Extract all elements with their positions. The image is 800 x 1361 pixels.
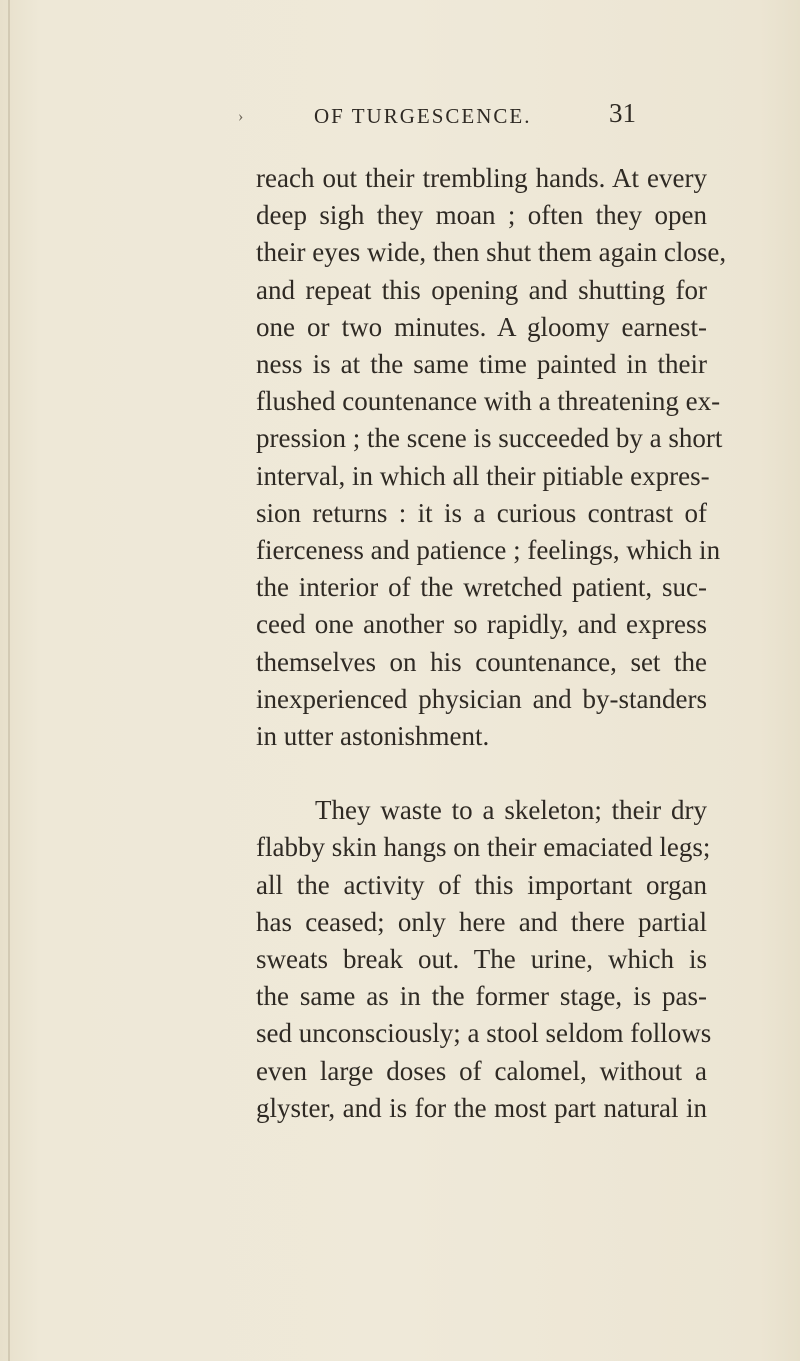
printer-mark: › <box>238 108 244 125</box>
text-line: inexperienced physician and by-standers <box>256 683 707 714</box>
text-line: fierceness and patience ; feelings, which in <box>256 535 721 566</box>
chapter-title: OF TURGESCENCE. <box>314 104 532 128</box>
text-line: flushed countenance with a threatening ex- <box>256 386 721 417</box>
text-line: ness is at the same time painted in their <box>256 349 707 380</box>
text-line: has ceased; only here and there partial <box>256 906 707 937</box>
text-line: sion returns : it is a curious contrast of <box>256 497 707 528</box>
text-line: even large doses of calomel, without a <box>256 1055 707 1086</box>
text-line: glyster, and is for the most part natural in <box>256 1092 707 1123</box>
text-line: themselves on his countenance, set the <box>256 646 707 677</box>
running-head <box>0 98 800 138</box>
text-line: ceed one another so rapidly, and express <box>256 609 707 640</box>
text-line: deep sigh they moan ; often they open <box>256 200 707 231</box>
text-line: the same as in the former stage, is pas- <box>256 981 707 1012</box>
text-line: interval, in which all their pitiable expres- <box>256 460 710 491</box>
text-line: all the activity of this important organ <box>256 869 707 900</box>
paragraph-2 <box>256 792 712 1127</box>
body-text <box>256 160 727 1127</box>
text-line: and repeat this opening and shutting for <box>256 274 707 305</box>
text-line: They waste to a skeleton; their dry <box>315 795 707 826</box>
text-line: pression ; the scene is succeeded by a short <box>256 423 723 454</box>
page-number: 31 <box>609 98 636 128</box>
text-line: reach out their trembling hands. At every <box>256 163 707 193</box>
paragraph-spacer <box>256 755 707 792</box>
text-line: in utter astonishment. <box>256 721 490 752</box>
text-line: one or two minutes. A gloomy earnest- <box>256 311 707 342</box>
text-line: flabby skin hangs on their emaciated legs; <box>256 832 711 863</box>
text-line: sed unconsciously; a stool seldom follows <box>256 1018 712 1049</box>
paragraph-1 <box>256 160 727 755</box>
text-line: sweats break out. The urine, which is <box>256 944 707 975</box>
text-line: their eyes wide, then shut them again close, <box>256 237 727 268</box>
text-line: the interior of the wretched patient, suc- <box>256 572 707 603</box>
page-gutter-line <box>8 0 10 1361</box>
